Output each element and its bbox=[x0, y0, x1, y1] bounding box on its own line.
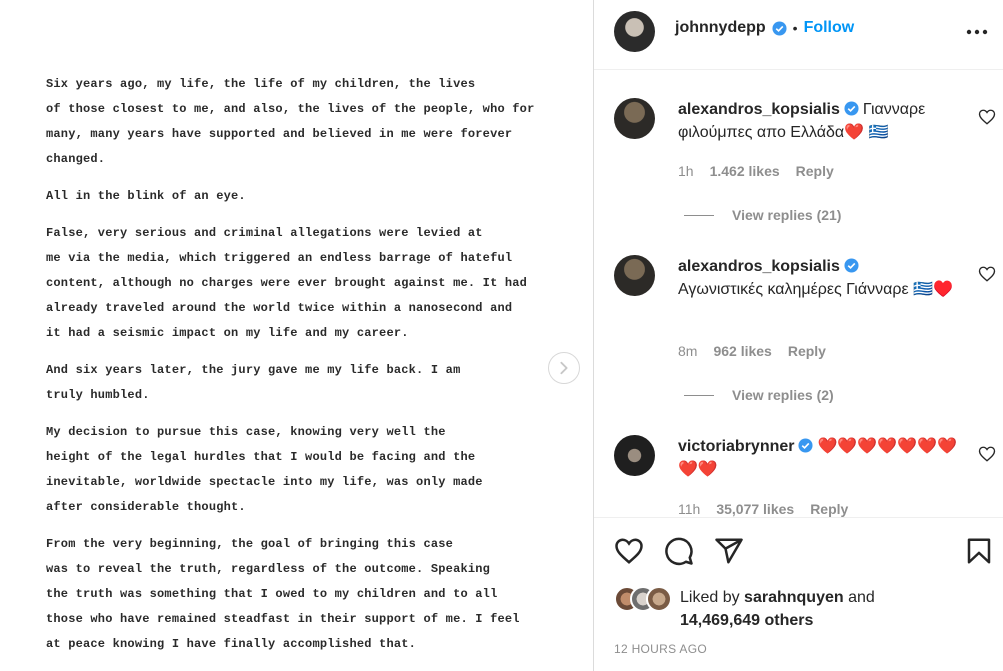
like-heart-icon[interactable] bbox=[614, 536, 644, 566]
letter-paragraph: False, very serious and criminal allegations were levied at me via the media, which triggered an endless barrage of hateful content, although no charges were ever brought against me. It had already traveled around the world twice within a nanosecond and it had a seismic impact on my life and my career. bbox=[46, 226, 528, 340]
header-username[interactable]: johnnydepp bbox=[675, 19, 766, 36]
next-slide-button[interactable] bbox=[548, 352, 580, 384]
reply-button[interactable]: Reply bbox=[787, 343, 826, 359]
view-replies-button[interactable]: View replies (2) bbox=[684, 387, 834, 403]
avatar[interactable] bbox=[614, 255, 655, 296]
liked-by bbox=[614, 586, 875, 632]
divider bbox=[684, 395, 714, 396]
follow-button[interactable]: Follow bbox=[803, 19, 855, 36]
comment-text: Γιανναρε φιλούμπες απο Ελλάδα❤️ 🇬🇷 bbox=[678, 101, 926, 141]
comment-text: Αγωνιστικές καλημέρες Γιάνναρε 🇬🇷♥️ bbox=[678, 281, 953, 298]
avatar[interactable] bbox=[614, 98, 655, 139]
heart-icon[interactable] bbox=[978, 108, 996, 126]
liker-username[interactable]: sarahnquyen bbox=[744, 589, 844, 606]
comment-username[interactable]: victoriabrynner bbox=[678, 438, 795, 455]
likes-count[interactable]: 14,469,649 others bbox=[680, 612, 814, 629]
separator-dot: • bbox=[792, 20, 798, 36]
post-header bbox=[594, 0, 1003, 70]
avatar[interactable] bbox=[614, 435, 655, 476]
comment-time[interactable]: 1h bbox=[678, 163, 694, 179]
comment-likes[interactable]: 962 likes bbox=[713, 343, 772, 359]
chevron-right-icon bbox=[557, 361, 571, 375]
liker-avatars bbox=[614, 586, 674, 612]
avatar[interactable] bbox=[646, 586, 672, 612]
comment-text: ❤️❤️❤️❤️❤️❤️❤️❤️❤️ bbox=[678, 438, 957, 478]
post-sidebar bbox=[593, 0, 1003, 671]
letter-paragraph: And six years later, the jury gave me my life back. I am truly humbled. bbox=[46, 363, 461, 402]
letter-paragraph: All in the blink of an eye. bbox=[46, 189, 246, 203]
verified-badge-icon bbox=[844, 258, 859, 273]
likes-summary: Liked by sarahnquyen and 14,469,649 others bbox=[680, 589, 875, 629]
comment-icon[interactable] bbox=[664, 536, 694, 566]
verified-badge-icon bbox=[772, 21, 787, 36]
comment-time[interactable]: 8m bbox=[678, 343, 698, 359]
letter-paragraph: Six years ago, my life, the life of my children, the lives of those closest to me, and also, the lives of the people, who for many, many years have supported and believed in me were forever changed. bbox=[46, 77, 535, 166]
comment-username[interactable]: alexandros_kopsialis bbox=[678, 101, 840, 118]
heart-icon[interactable] bbox=[978, 265, 996, 283]
letter-document bbox=[46, 72, 546, 669]
divider bbox=[684, 215, 714, 216]
reply-button[interactable]: Reply bbox=[795, 163, 834, 179]
verified-badge-icon bbox=[844, 101, 859, 116]
share-icon[interactable] bbox=[714, 536, 744, 566]
comment-time[interactable]: 11h bbox=[678, 501, 701, 517]
comments-list bbox=[594, 71, 1003, 517]
comment-likes[interactable]: 1.462 likes bbox=[709, 163, 780, 179]
letter-paragraph: My decision to pursue this case, knowing very well the height of the legal hurdles that I would be facing and the inevitable, worldwide spectacle into my life, was only made after considerable thought. bbox=[46, 425, 483, 514]
bookmark-icon[interactable] bbox=[964, 536, 994, 566]
more-options-icon[interactable] bbox=[966, 24, 988, 40]
view-replies-button[interactable]: View replies (21) bbox=[684, 207, 841, 223]
comment-likes[interactable]: 35,077 likes bbox=[716, 501, 795, 517]
post-timestamp[interactable]: 12 HOURS AGO bbox=[614, 642, 707, 656]
verified-badge-icon bbox=[798, 438, 813, 453]
avatar[interactable] bbox=[614, 11, 655, 52]
comment-username[interactable]: alexandros_kopsialis bbox=[678, 258, 840, 275]
reply-button[interactable]: Reply bbox=[810, 501, 849, 517]
heart-icon[interactable] bbox=[978, 445, 996, 463]
letter-paragraph: From the very beginning, the goal of bringing this case was to reveal the truth, regardless of the outcome. Speaking the truth was something that I owed to my children and to all those who have remained steadfast in their support of me. I feel at peace knowing I have finally accomplished that. bbox=[46, 537, 520, 651]
post-actions bbox=[594, 517, 1003, 671]
